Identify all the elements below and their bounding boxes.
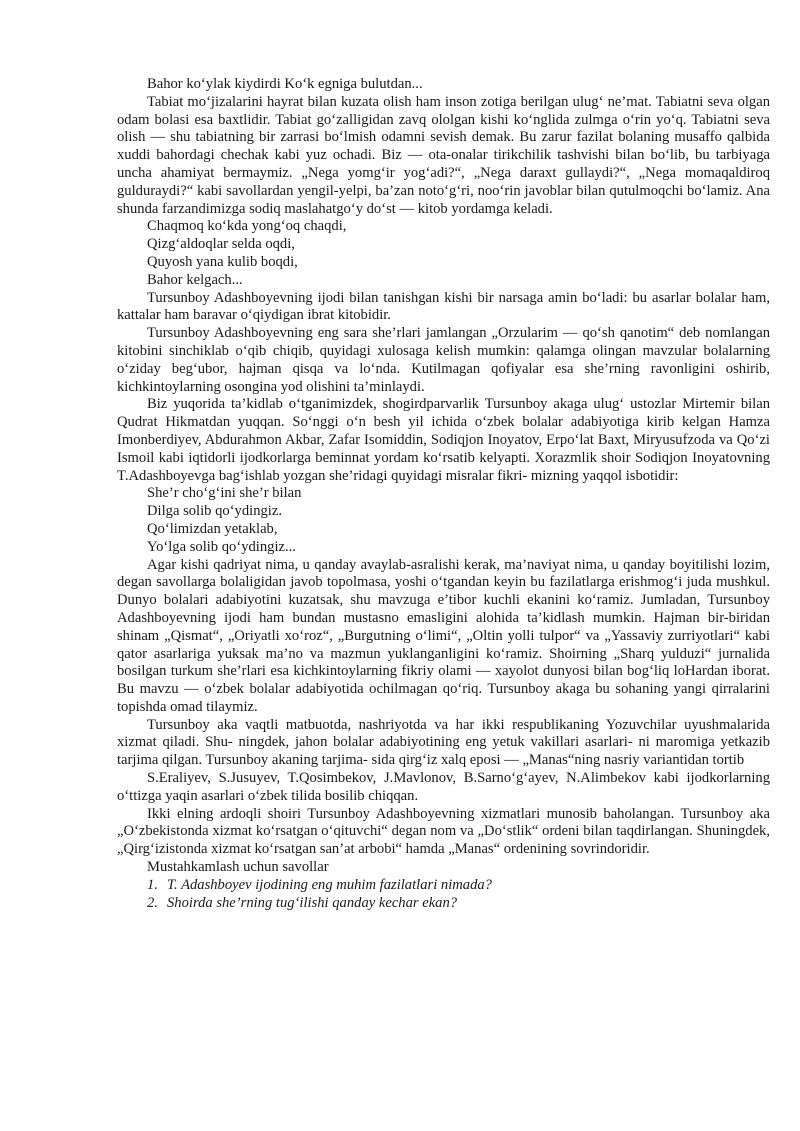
poem-line: Qizg‘aldoqlar selda oqdi, — [147, 236, 295, 253]
poem-bahor — [117, 218, 770, 289]
paragraph-ijodkorlar: S.Eraliyev, S.Jusuyev, T.Qosimbekov, J.Mavlonov, B.Sarno‘g‘ayev, N.Alimbekov kabi ijodkorlarning o‘ttizga yaqin asarlari o‘zbek tilida bosilib chiqqan. — [117, 770, 770, 804]
poem-line: Qo‘limizdan yetaklab, — [147, 520, 278, 537]
question-text: T. Adashboyev ijodining eng muhim fazilatlari nimada? — [167, 876, 492, 893]
poem-line: Chaqmoq ko‘kda yong‘oq chaqdi, — [147, 218, 347, 235]
poem-line: Bahor kelgach... — [147, 271, 243, 288]
poem-line: Yo‘lga solib qo‘ydingiz... — [147, 538, 296, 555]
paragraph-orzularim: Tursunboy Adashboyevning eng sara she’rlari jamlangan „Orzularim — qo‘sh qanotim“ deb nomlangan kitobini sinchiklab o‘qib chiqib, quyidagi xulosaga kelish mumkin: qalamga olingan mavzular bolalarning o‘ziday beg‘ubor, hajman qisqa va lo‘nda. Kutilmagan qofiyalar esa she’rning ravonligini oshirib, kichkintoylarning osongina yod olishini ta’minlaydi. — [117, 325, 770, 395]
question-number: 1. — [147, 876, 158, 893]
epigraph-line: Bahor ko‘ylak kiydirdi Ko‘k egniga bulutdan... — [147, 76, 423, 92]
poem-line: She’r cho‘g‘ini she’r bilan — [147, 485, 302, 502]
question-item — [117, 877, 770, 895]
question-text: Shoirda she’rning tug‘ilishi qanday kechar ekan? — [167, 894, 458, 911]
paragraph-nature: Tabiat mo‘jizalarini hayrat bilan kuzata olish ham inson zotiga berilgan ulug‘ ne’mat. Tabiatni seva olgan odam bolasi esa baxtlidir. Tabiat go‘zalligidan zavq ololgan kishi ko‘nglida zulmga o‘rin yo‘q. Tabiatni seva olish — shu tabiatning bir zarrasi bo‘lmish odamni sevish demak. Bu zarur fazilat bolaning musaffo qalbida xuddi bahordagi chechak kabi yuz ochadi. Biz — ota-onalar tirikchilik tashvishi bilan bo‘lib, bu tarbiyaga uncha ahamiyat bermaymiz. „Nega yomg‘ir yog‘adi?“, „Nega daraxt gullaydi?“, „Nega momaqaldiroq gulduraydi?“ kabi savollardan yengil-yelpi, ba’zan noto‘g‘ri, noo‘rin javoblar bilan qutulmoqchi bo‘lamiz. Ana shunda farzandimizga sodiq maslahatgo‘y do‘st — kitob yordamga keladi. — [117, 93, 770, 217]
paragraph-shogirdparvarlik: Biz yuqorida ta’kidlab o‘tganimizdek, shogirdparvarlik Tursunboy akaga ulug‘ ustozlar Mirtemir bilan Qudrat Hikmatdan yuqqan. So‘nggi o‘n besh yil ichida o‘zbek bolalar adabiyotiga kirib kelgan Hamza Imonberdiyev, Abdurahmon Akbar, Zafar Isomiddin, Sodiqjon Inoyatov, Erpo‘lat Baxt, Miryusufzoda va Qo‘zi Ismoil kabi iqtidorli ijodkorlarga beminnat yordam ko‘rsatib kelyapti. Xorazmlik shoir Sodiqjon Inoyatovning T.Adashboyevga bag‘ishlab yozgan she’ridagi quyidagi misralar fikri- mizning yaqqol isbotidir: — [117, 396, 770, 484]
paragraph-mukofotlar: Ikki elning ardoqli shoiri Tursunboy Adashboyevning xizmatlari munosib baholangan. Tursunboy aka „O‘zbekistonda xizmat ko‘rsatgan o‘qituvchi“ degan nom va „Do‘stlik“ ordeni bilan taqdirlangan. Shuningdek, „Qirg‘izistonda xizmat ko‘rsatgan san’at arbobi“ hamda „Manas“ ordenining sovrindoridir. — [117, 805, 770, 858]
questions-heading: Mustahkamlash uchun savollar — [147, 859, 329, 876]
question-number: 2. — [147, 894, 158, 911]
question-item — [117, 895, 770, 913]
paragraph-ibrat: Tursunboy Adashboyevning ijodi bilan tanishgan kishi bir narsaga amin bo‘ladi: bu asarlar bolalar ham, kattalar ham baravar o‘qiydigan ibrat kitobidir. — [117, 289, 770, 324]
questions-list — [117, 877, 770, 913]
poem-line: Dilga solib qo‘ydingiz. — [147, 503, 282, 520]
poem-inoyatov — [117, 485, 770, 556]
paragraph-tarjima: Tursunboy aka vaqtli matbuotda, nashriyotda va har ikki respublikaning Yozuvchilar uyushmalarida xizmat qiladi. Shu- ningdek, jahon bolalar adabiyotining eng yetuk vakillari asarlari- ni maromiga yetkazib tarjima qilgan. Tursunboy akaning tarjima- sida qirg‘iz xalq eposi — „Manas“ning nasriy variantidan tortib — [117, 716, 770, 769]
paragraph-qadriyat: Agar kishi qadriyat nima, u qanday avaylab-asralishi kerak, ma’naviyat nima, u qanday boyitilishi lozim, degan savollarga bolaligidan javob topolmasa, yoshi o‘tgandan keyin bu fazilatlarga erishmog‘i juda mushkul. Dunyo bolalari adabiyotini kuzatsak, shu mavzuga e’tibor kuchli ekanini ko‘ramiz. Jumladan, Tursunboy Adashboyevning ijodi ham bundan mustasno emasligini alohida ta’kidlash mumkin. Hajman bir-biridan shinam „Qismat“, „Oriyatli xo‘roz“, „Burgutning o‘limi“, „Oltin yolli tulpor“ va „Yassaviy zurriyotlari“ kabi qator asarlariga yuksak ma’no va mazmun yuklanganligini ko‘ramiz. Shoirning „Sharq yulduzi“ jurnalida bosilgan turkum she’rlari esa kichkintoylarning fikriy olami — xayolot dunyosi bilan bog‘liq loHardan iborat. Bu mavzu — o‘zbek bolalar adabiyotida ochilmagan qo‘riq. Tursunboy akaga bu sohaning yangi qirralarini topishda omad tilaymiz. — [117, 556, 770, 715]
poem-line: Quyosh yana kulib boqdi, — [147, 253, 298, 270]
